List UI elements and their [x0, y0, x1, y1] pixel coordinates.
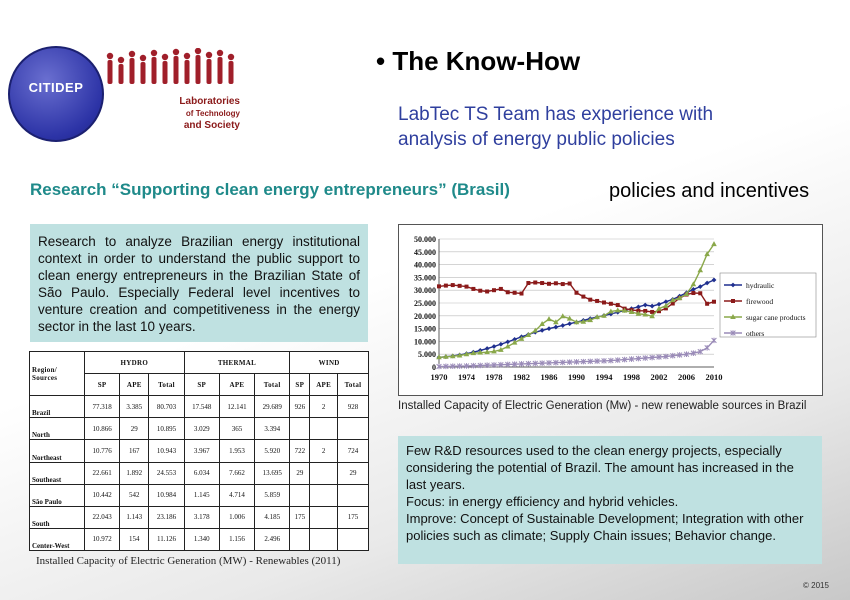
- table-cell: 29: [337, 462, 368, 484]
- data-point-firewood: [595, 299, 599, 303]
- data-point-sugar-cane-products: [711, 241, 717, 246]
- x-tick-label: 1986: [540, 372, 558, 382]
- table-cell: 10.866: [85, 418, 120, 440]
- finding-line-3: Improve: Concept of Sustainable Development; Integration with other policies such as climate; Supply Chain issues; Behavior change.: [406, 511, 804, 543]
- data-point-hydraulic: [498, 342, 503, 347]
- table-cell: 10.895: [149, 418, 184, 440]
- legend-label-hydraulic: hydraulic: [746, 281, 775, 290]
- data-point-hydraulic: [643, 303, 648, 308]
- data-point-hydraulic: [636, 304, 641, 309]
- data-point-firewood: [526, 281, 530, 285]
- table-cell: 80.703: [149, 396, 184, 418]
- table-cell: 928: [337, 396, 368, 418]
- table-row: [30, 462, 369, 484]
- table-cell: 10.972: [85, 528, 120, 550]
- data-point-firewood: [506, 290, 510, 294]
- table-cell: 10.943: [149, 440, 184, 462]
- table-cell: 1.892: [120, 462, 149, 484]
- table-cell: 724: [337, 440, 368, 462]
- data-point-firewood: [698, 291, 702, 295]
- subheader-cell: APE: [219, 374, 254, 396]
- subheader-cell: Total: [337, 374, 368, 396]
- data-point-firewood: [540, 281, 544, 285]
- table-body: [30, 396, 369, 551]
- data-point-firewood: [602, 300, 606, 304]
- subtitle-line-2: analysis of energy public policies: [398, 129, 675, 150]
- table-cell: 5.859: [255, 484, 290, 506]
- table-cell: 1.340: [184, 528, 219, 550]
- table-cell: 542: [120, 484, 149, 506]
- table-cell: 24.553: [149, 462, 184, 484]
- x-tick-label: 1998: [623, 372, 640, 382]
- table-cell: [337, 484, 368, 506]
- data-point-hydraulic: [698, 284, 703, 289]
- table-cell: 77.318: [85, 396, 120, 418]
- data-point-firewood: [561, 282, 565, 286]
- table-cell: 22.043: [85, 506, 120, 528]
- table-cell: 3.394: [255, 418, 290, 440]
- y-tick-label: 20.000: [414, 311, 436, 321]
- table-cell: 365: [219, 418, 254, 440]
- table-cell: 2: [310, 396, 338, 418]
- data-point-firewood: [554, 281, 558, 285]
- table-cell: 29.689: [255, 396, 290, 418]
- table-row: [30, 528, 369, 550]
- data-point-hydraulic: [547, 326, 552, 331]
- data-point-others: [705, 345, 710, 351]
- data-point-firewood: [444, 284, 448, 288]
- table-cell: 1.143: [120, 506, 149, 528]
- x-tick-label: 2002: [650, 372, 668, 382]
- legend-label-others: others: [746, 329, 765, 338]
- data-point-others: [712, 338, 717, 344]
- table-cell: 1.006: [219, 506, 254, 528]
- table-row: [30, 506, 369, 528]
- data-point-firewood: [478, 289, 482, 293]
- data-point-firewood: [588, 298, 592, 302]
- table-cell: [310, 506, 338, 528]
- table-region-cell: São Paulo: [30, 484, 85, 506]
- table-region-cell: North: [30, 418, 85, 440]
- data-point-hydraulic: [705, 281, 710, 286]
- data-point-hydraulic: [650, 304, 655, 309]
- table-row: [30, 440, 369, 462]
- x-tick-label: 1974: [458, 372, 475, 382]
- table-row: [30, 396, 369, 418]
- y-tick-label: 50.000: [414, 235, 436, 244]
- region-header: Region/ Sources: [30, 352, 85, 396]
- subheader-cell: Total: [255, 374, 290, 396]
- data-point-firewood: [520, 292, 524, 296]
- lab-logo-text: [158, 96, 240, 132]
- y-tick-label: 25.000: [414, 299, 436, 308]
- data-point-firewood: [705, 302, 709, 306]
- y-tick-label: 30.000: [414, 286, 436, 296]
- table-cell: 29: [120, 418, 149, 440]
- table-cell: 10.442: [85, 484, 120, 506]
- y-tick-label: 45.000: [414, 247, 436, 257]
- table-cell: [337, 528, 368, 550]
- data-point-firewood: [458, 284, 462, 288]
- capacity-chart: [398, 224, 823, 396]
- data-point-sugar-cane-products: [546, 316, 552, 321]
- table-cell: [290, 528, 310, 550]
- table-cell: [290, 418, 310, 440]
- data-point-firewood: [465, 285, 469, 289]
- findings-box: [398, 436, 822, 564]
- data-point-firewood: [437, 284, 441, 288]
- table-cell: 29: [290, 462, 310, 484]
- data-point-hydraulic: [567, 321, 572, 326]
- table-cell: [337, 418, 368, 440]
- table-cell: [290, 484, 310, 506]
- data-point-firewood: [513, 291, 517, 295]
- finding-line-1: Few R&D resources used to the clean energy projects, especially considering the potential of Brazil. The amount has increased in the last years.: [406, 443, 794, 492]
- table-cell: 175: [290, 506, 310, 528]
- table-cell: 2: [310, 440, 338, 462]
- copyright: © 2015: [803, 581, 829, 590]
- lab-line-1: Laboratories: [179, 96, 240, 107]
- table-cell: 1.953: [219, 440, 254, 462]
- page-subtitle: [398, 102, 818, 152]
- table-region-cell: South: [30, 506, 85, 528]
- data-point-firewood: [609, 302, 613, 306]
- y-tick-label: 40.000: [414, 260, 436, 270]
- table-cell: [310, 418, 338, 440]
- table-region-cell: Center-West: [30, 528, 85, 550]
- subheader-cell: APE: [310, 374, 338, 396]
- table-cell: 1.145: [184, 484, 219, 506]
- x-tick-label: 1990: [568, 372, 585, 382]
- x-tick-label: 1994: [595, 372, 613, 382]
- table-cell: 22.661: [85, 462, 120, 484]
- y-tick-label: 5.000: [418, 350, 436, 360]
- data-point-firewood: [547, 282, 551, 286]
- subheader-cell: SP: [184, 374, 219, 396]
- subheader-cell: APE: [120, 374, 149, 396]
- data-point-firewood: [499, 287, 503, 291]
- table-cell: 154: [120, 528, 149, 550]
- table-cell: [310, 462, 338, 484]
- lab-line-3: and Society: [183, 120, 240, 131]
- research-title: Research “Supporting clean energy entrepreneurs” (Brasil): [30, 180, 510, 199]
- capacity-line-chart: [399, 225, 822, 395]
- x-tick-label: 1982: [513, 372, 530, 382]
- data-point-firewood: [485, 289, 489, 293]
- table-cell: 3.385: [120, 396, 149, 418]
- table-cell: 3.967: [184, 440, 219, 462]
- table-cell: 6.034: [184, 462, 219, 484]
- table-row: [30, 418, 369, 440]
- table-cell: [310, 528, 338, 550]
- table-cell: 10.984: [149, 484, 184, 506]
- x-tick-label: 1970: [430, 372, 448, 382]
- table-cell: 11.126: [149, 528, 184, 550]
- data-point-sugar-cane-products: [697, 267, 703, 272]
- table-cell: 926: [290, 396, 310, 418]
- logo-name: CITIDEP: [28, 80, 84, 95]
- group-header-thermal: THERMAL: [184, 352, 290, 374]
- legend-label-sugar-cane-products: sugar cane products: [746, 313, 806, 322]
- group-header-hydro: HYDRO: [85, 352, 185, 374]
- table-cell: 7.662: [219, 462, 254, 484]
- legend-marker-firewood: [731, 299, 735, 303]
- table-cell: 4.714: [219, 484, 254, 506]
- table-cell: 175: [337, 506, 368, 528]
- table-cell: 3.178: [184, 506, 219, 528]
- legend-label-firewood: firewood: [746, 297, 774, 306]
- x-tick-label: 2010: [705, 372, 723, 382]
- subheader-cell: Total: [149, 374, 184, 396]
- table-region-cell: Southeast: [30, 462, 85, 484]
- table-row: [30, 484, 369, 506]
- table-cell: 17.548: [184, 396, 219, 418]
- y-tick-label: 10.000: [414, 337, 436, 347]
- table-cell: 1.156: [219, 528, 254, 550]
- data-point-hydraulic: [712, 278, 717, 283]
- subheader-cell: SP: [85, 374, 120, 396]
- table-cell: 10.776: [85, 440, 120, 462]
- table-cell: 167: [120, 440, 149, 462]
- people-figures-icon: [104, 48, 244, 88]
- data-point-firewood: [712, 300, 716, 304]
- data-point-firewood: [471, 287, 475, 291]
- x-tick-label: 1978: [485, 372, 503, 382]
- chart-caption: Installed Capacity of Electric Generation (Mw) - new renewable sources in Brazil: [398, 400, 807, 412]
- table-cell: 3.029: [184, 418, 219, 440]
- policies-label: policies and incentives: [609, 180, 810, 202]
- data-point-firewood: [616, 303, 620, 307]
- data-point-firewood: [575, 291, 579, 295]
- subtitle-line-1: LabTec TS Team has experience with: [398, 104, 714, 125]
- table-cell: 13.695: [255, 462, 290, 484]
- data-point-firewood: [581, 295, 585, 299]
- table-region-cell: Northeast: [30, 440, 85, 462]
- page-title: • The Know-How: [376, 46, 581, 76]
- y-tick-label: 0: [432, 363, 436, 372]
- table-caption: Installed Capacity of Electric Generation (MW) - Renewables (2011): [36, 555, 341, 567]
- table-cell: 2.496: [255, 528, 290, 550]
- lab-line-2: of Technology: [185, 109, 240, 118]
- subheader-cell: SP: [290, 374, 310, 396]
- table-cell: 12.141: [219, 396, 254, 418]
- research-description: Research to analyze Brazilian energy institutional context in order to understand the public support to clean energy entrepreneurs in the Brazilian State of São Paulo. Especially Federal level incentives to venture creation and competitiveness in the energy sector in the last 10 years.: [30, 224, 368, 342]
- y-tick-label: 15.000: [414, 324, 436, 334]
- data-point-hydraulic: [560, 323, 565, 328]
- data-point-firewood: [691, 291, 695, 295]
- table-cell: [310, 484, 338, 506]
- x-tick-label: 2006: [678, 372, 695, 382]
- table-cell: 5.920: [255, 440, 290, 462]
- y-tick-label: 35.000: [414, 273, 436, 283]
- capacity-table: [29, 351, 369, 551]
- table-group-header-row: [30, 352, 369, 374]
- data-point-firewood: [492, 288, 496, 292]
- data-point-hydraulic: [492, 344, 497, 349]
- group-header-wind: WIND: [290, 352, 369, 374]
- table-cell: 23.186: [149, 506, 184, 528]
- data-point-firewood: [568, 282, 572, 286]
- table-cell: 4.185: [255, 506, 290, 528]
- capacity-table-container: [29, 351, 369, 551]
- data-point-sugar-cane-products: [691, 281, 697, 286]
- table-cell: 722: [290, 440, 310, 462]
- data-point-firewood: [533, 281, 537, 285]
- data-point-firewood: [451, 283, 455, 287]
- finding-line-2: Focus: in energy efficiency and hybrid vehicles.: [406, 494, 679, 509]
- table-region-cell: Brazil: [30, 396, 85, 418]
